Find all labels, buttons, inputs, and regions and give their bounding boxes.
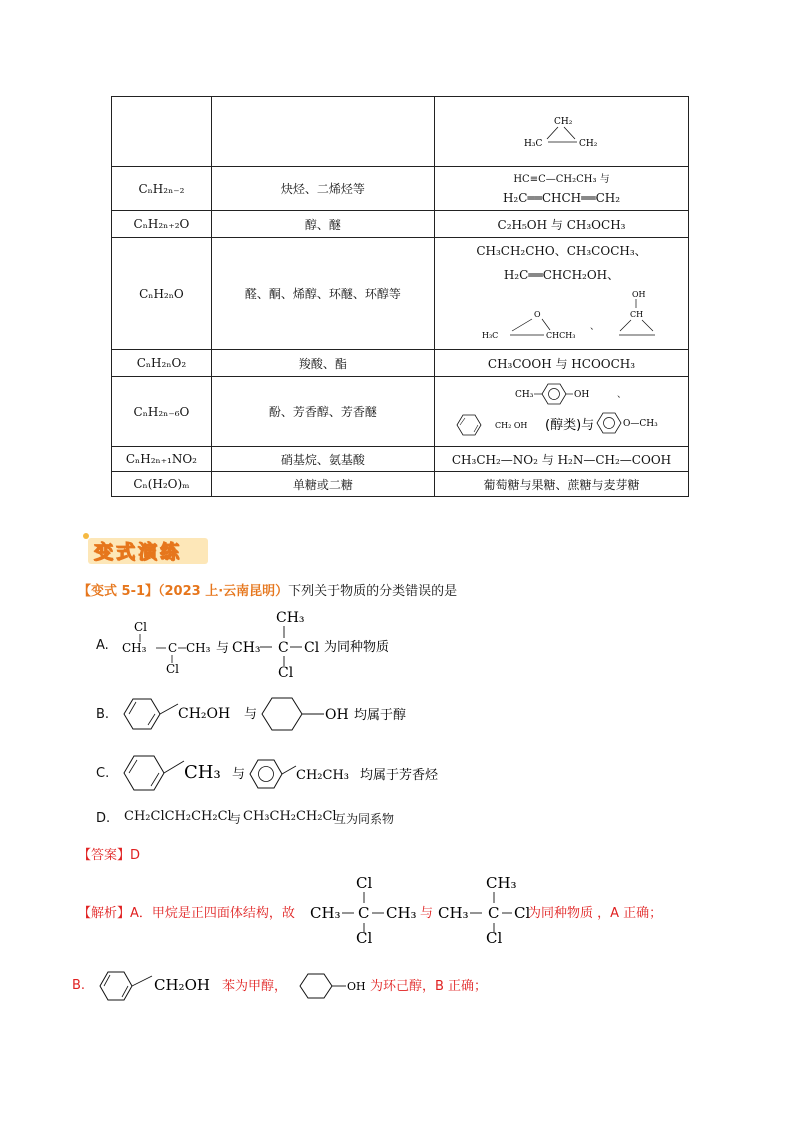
yu-label: 与: [229, 812, 242, 826]
example-cell: [435, 377, 689, 447]
formula-cell: CₙH₂ₙO₂: [112, 350, 212, 377]
och3-label: O—CH₃: [622, 419, 658, 429]
option-text: 均属于醇: [354, 708, 407, 723]
table-row: [112, 472, 689, 497]
analysis-b-structures: [96, 962, 516, 1010]
formula-cell: CₙH₂ₙ₊₂O: [112, 211, 212, 238]
yu-label: 与: [232, 767, 246, 782]
ch3-label: CH₃: [486, 874, 517, 892]
formula-cell: Cₙ(H₂O)ₘ: [112, 472, 212, 497]
ch3-label: CH₃: [310, 904, 341, 922]
example-line: H₂C══CHCH₂OH、: [503, 268, 620, 282]
option-text: 均属于芳香烃: [360, 768, 439, 783]
ch2-label: CH₂: [553, 117, 572, 127]
cyclopropane-svg: [502, 105, 622, 155]
yu-label: 与: [216, 641, 230, 656]
category-cell: 羧酸、酯: [211, 350, 434, 377]
ch2-label: CH₂: [578, 139, 597, 149]
option-b: [92, 690, 692, 738]
cl-label: Cl: [134, 620, 148, 634]
oh-label: OH: [325, 707, 349, 723]
yu-label: 与: [420, 906, 434, 921]
svg-text:、: 、: [616, 390, 626, 400]
example-cell: CH₃COOH 与 HCOOCH₃: [435, 350, 689, 377]
c-label: C: [488, 904, 500, 922]
analysis-b: [72, 962, 672, 1010]
example-cell: [435, 167, 689, 211]
option-text: 互为同系物: [334, 812, 395, 826]
analysis-tag: 【解析】: [78, 906, 131, 921]
c-label: C: [168, 641, 178, 655]
o-label: O: [533, 310, 541, 319]
option-a-structures: [120, 600, 440, 680]
category-cell: 酚、芳香醇、芳香醚: [211, 377, 434, 447]
example-line: CH₃CH₂CHO、CH₃COCH₃、: [476, 244, 647, 258]
analysis-a: [78, 868, 698, 948]
analysis-b-text1: 苯为甲醇，: [222, 979, 288, 994]
aromatic-structures: [437, 377, 687, 443]
oh-label: OH: [631, 290, 646, 299]
question-text: 下列关于物质的分类错误的是: [288, 584, 458, 599]
cl-label: Cl: [486, 929, 503, 947]
isomer-table: [111, 96, 689, 497]
cyclopropane-structure: [435, 97, 689, 167]
example-cell: [435, 238, 689, 350]
h3c-label: H₃C: [523, 139, 542, 149]
option-label: B.: [96, 707, 110, 722]
ch3-label: CH₃: [386, 904, 417, 922]
analysis-a-sentence: A．甲烷是正四面体结构，故: [130, 906, 295, 921]
table-row: [112, 211, 689, 238]
category-cell: 单糖或二糖: [211, 472, 434, 497]
example-line: HC≡C—CH₂CH₃ 与: [513, 173, 610, 185]
example-cell: C₂H₅OH 与 CH₃OCH₃: [435, 211, 689, 238]
option-d: [92, 808, 692, 832]
table-row: [112, 97, 689, 167]
question-source: （2023 上·云南昆明）: [158, 584, 289, 599]
cl-label: Cl: [304, 640, 320, 656]
table-row: [112, 377, 689, 447]
variant-practice-banner: [78, 528, 218, 568]
example-cell: CH₃CH₂—NO₂ 与 H₂N—CH₂—COOH: [435, 447, 689, 472]
oh-label: OH: [347, 980, 366, 993]
ch3-label: CH₃: [232, 640, 261, 656]
ch3-label: CH₃: [122, 641, 147, 655]
c-label: C: [358, 904, 370, 922]
ch3-label: CH₃: [186, 641, 211, 655]
d-right-formula: CH₃CH₂CH₂Cl: [243, 809, 337, 824]
banner-title: 变式演练: [94, 541, 183, 563]
cl-label: Cl: [166, 662, 180, 676]
ch3-label: CH₃: [514, 390, 533, 400]
cl-label: Cl: [278, 665, 294, 680]
ch2oh-label: CH₂OH: [178, 706, 231, 722]
example-line: H₂C══CHCH══CH₂: [502, 190, 621, 205]
ch3-label: CH₃: [184, 762, 221, 783]
answer-tag: 【答案】: [78, 848, 131, 863]
option-c: [92, 746, 692, 800]
table-row: [112, 238, 689, 350]
h2c-label: H₃C: [481, 331, 498, 340]
analysis-b-label: B.: [72, 978, 86, 993]
analysis-a-text: [78, 902, 295, 921]
category-cell: 硝基烷、氨基酸: [211, 447, 434, 472]
category-cell: 醛、酮、烯醇、环醚、环醇等: [211, 238, 434, 350]
formula-cell: CₙH₂ₙ₋₆O: [112, 377, 212, 447]
option-c-structures: [120, 746, 480, 800]
cl-label: Cl: [356, 874, 373, 892]
ch2oh-label: CH₂OH: [154, 976, 210, 994]
c-label: C: [278, 640, 289, 656]
yu-label: 与: [244, 707, 258, 722]
ch3-label: CH₃: [276, 610, 305, 626]
option-label: D.: [96, 811, 111, 826]
cl-label: Cl: [356, 929, 373, 947]
d-left-formula: CH₂ClCH₂CH₂Cl: [124, 809, 232, 824]
example-cell: 葡萄糖与果糖、蔗糖与麦芽糖: [435, 472, 689, 497]
answer-value: D: [130, 848, 141, 863]
table-row: [112, 167, 689, 211]
cl-label: Cl: [514, 904, 531, 922]
formula-cell: CₙH₂ₙO: [112, 238, 212, 350]
category-cell: 醇、醚: [211, 211, 434, 238]
ch3-label: CH₃: [438, 904, 469, 922]
cyclic-ether-alcohol-structures: [462, 287, 662, 345]
formula-cell: CₙH₂ₙ₊₁NO₂: [112, 447, 212, 472]
option-a: [92, 600, 692, 680]
table-row: [112, 350, 689, 377]
option-label: A.: [96, 638, 109, 653]
ch2ch3-label: CH₂CH₃: [296, 768, 349, 783]
analysis-b-text2: 为环己醇，B 正确；: [370, 979, 488, 994]
question-stem: [78, 580, 457, 599]
svg-text:、: 、: [589, 322, 599, 332]
chch3-label: CHCH₃: [545, 331, 575, 340]
category-cell: 炔烃、二烯烃等: [211, 167, 434, 211]
oh-label: OH: [573, 390, 589, 400]
formula-cell: CₙH₂ₙ₋₂: [112, 167, 212, 211]
ch2oh-label: CH₂ OH: [494, 421, 527, 430]
alcohol-class-label: (醇类)与: [544, 418, 594, 433]
ch-label: CH: [629, 310, 643, 319]
option-label: C.: [96, 766, 110, 781]
answer-line: [78, 844, 140, 863]
analysis-a-conclusion: 为同种物质 ，A 正确；: [528, 906, 663, 921]
table-row: [112, 447, 689, 472]
option-b-structures: [120, 690, 460, 738]
option-text: 为同种物质: [324, 640, 390, 655]
question-tag: 【变式 5-1】: [78, 584, 159, 599]
